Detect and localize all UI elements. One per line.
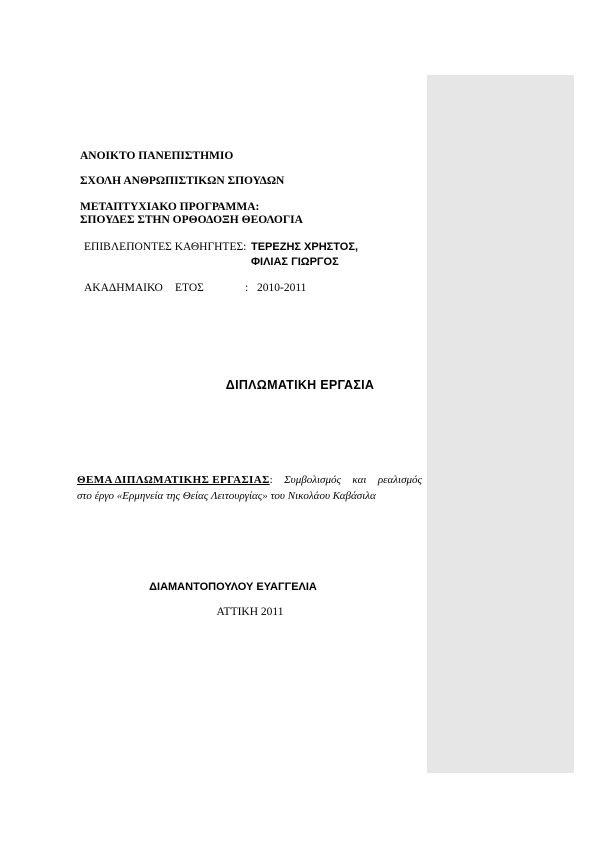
program-heading: ΜΕΤΑΠΤΥΧΙΑΚΟ ΠΡΟΓΡΑΜΜΑ: [80,201,260,213]
subject-label-group [77,472,273,488]
school-name: ΣΧΟΛΗ ΑΝΘΡΩΠΙΣΤΙΚΩΝ ΣΠΟΥΔΩΝ [80,175,285,187]
subject-line-1 [77,472,422,488]
academic-year-colon: : [245,282,249,294]
gray-sidebar-panel [427,75,574,773]
academic-year-label-2: ΕΤΟΣ [175,282,204,294]
subject-block [77,472,422,504]
subject-line-2: στο έργο «Ερμηνεία της Θείας Λειτουργίας» του Νικολάου Καβάσιλα [77,490,376,502]
program-name: ΣΠΟΥΔΕΣ ΣΤΗΝ ΟΡΘΟΔΟΞΗ ΘΕΟΛΟΓΙΑ [80,214,303,226]
academic-year-label: ΑΚΑΔΗΜΑΙΚΟ [84,282,163,294]
subject-label: ΘΕΜΑ ΔΙΠΛΩΜΑΤΙΚΗΣ ΕΡΓΑΣΙΑΣ [77,474,270,486]
subject-colon: : [269,474,273,486]
subject-word: και [352,474,367,486]
academic-year-value: 2010-2011 [257,282,307,294]
subject-word: Συμβολισμός [284,474,341,486]
thesis-title: ΔΙΠΛΩΜΑΤΙΚΗ ΕΡΓΑΣΙΑ [225,378,375,392]
university-name: ΑΝΟΙΚΤΟ ΠΑΝΕΠΙΣΤΗΜΙΟ [80,150,234,162]
supervisor-name-1: ΤΕΡΕΖΗΣ ΧΡΗΣΤΟΣ, [251,241,359,253]
place-year: ΑΤΤΙΚΗ 2011 [216,606,284,618]
supervisor-name-2: ΦΙΛΙΑΣ ΓΙΩΡΓΟΣ [251,256,339,268]
author-name: ΔΙΑΜΑΝΤΟΠΟΥΛΟΥ ΕΥΑΓΓΕΛΙΑ [149,581,317,593]
supervisors-label: ΕΠΙΒΛΕΠΟΝΤΕΣ ΚΑΘΗΓΗΤΕΣ: [84,241,247,253]
subject-word: ρεαλισμός [377,474,422,486]
